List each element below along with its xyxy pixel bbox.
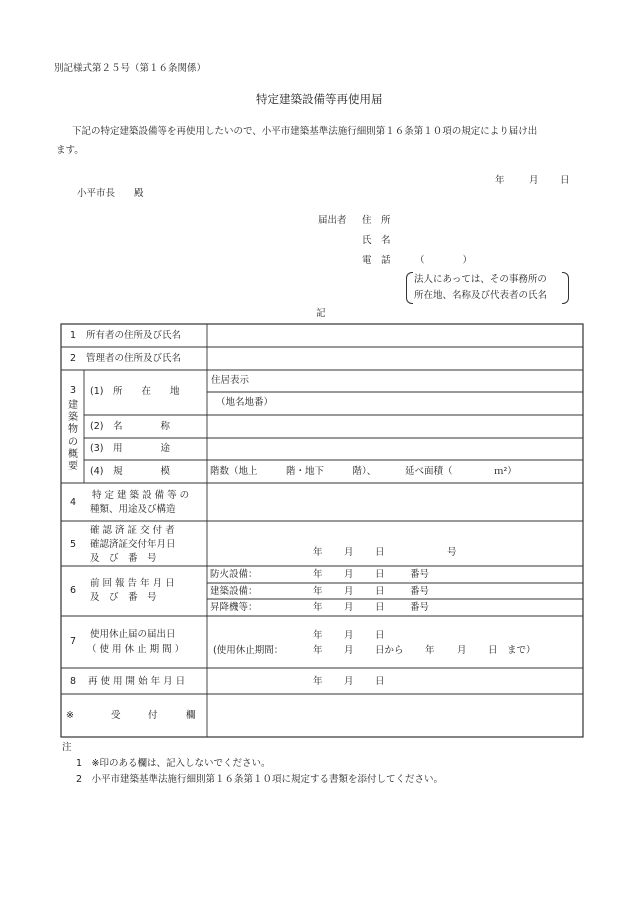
row6-num: 6: [70, 585, 77, 596]
row3d-floors: 階数（地上 階・地下 階）、: [210, 466, 377, 477]
row7-day: 日: [375, 630, 385, 641]
note-1: 1 ※印のある欄は、記入しないでください。: [76, 758, 271, 769]
row3c-input-use[interactable]: [209, 440, 581, 458]
row6-item2-number: 番号: [410, 586, 430, 597]
corp-note-line2: 所在地、名称及び代表者の氏名: [414, 290, 548, 301]
row4-label1: 特 定 建 築 設 備 等 の: [92, 490, 190, 501]
row1-num: 1: [70, 330, 77, 341]
row3d-unit: ｍ²）: [494, 466, 517, 477]
row7-period-start-month: 月: [344, 645, 354, 656]
row5-label3: 及 び 番 号: [90, 553, 157, 564]
form-number: 別記様式第２５号（第１６条関係）: [54, 63, 207, 74]
row6-item1-month: 月: [344, 569, 354, 580]
row2-input-manager[interactable]: [209, 349, 581, 368]
row3b-label: 名 称: [113, 421, 171, 432]
receipt-label-3: 欄: [186, 710, 196, 721]
row1-label: 所有者の住所及び氏名: [86, 330, 182, 341]
row4-num: 4: [70, 497, 77, 508]
row7-num: 7: [70, 636, 77, 647]
applicant-phone-paren: （ ）: [415, 255, 473, 266]
row7-month: 月: [344, 630, 354, 641]
receipt-label-1: 受: [111, 710, 121, 721]
row4-label2: 種類、用途及び構造: [90, 504, 176, 515]
row5-day: 日: [375, 547, 385, 558]
row6-item2-day: 日: [375, 586, 385, 597]
row6-label1: 前 回 報 告 年 月 日: [90, 578, 175, 589]
ki-heading: 記: [316, 308, 326, 319]
corp-note-left-bracket: [406, 272, 413, 304]
row3b-num: (2): [90, 421, 104, 432]
page-title: 特定建築設備等再使用届: [256, 92, 383, 106]
row7-label2: （ 使 用 休 止 期 間 ）: [87, 644, 185, 655]
row6-item1-number: 番号: [410, 569, 430, 580]
row7-period-start-year: 年: [313, 645, 323, 656]
row8-month: 月: [344, 676, 354, 687]
applicant-name-label: 氏 名: [362, 235, 391, 246]
row3c-num: (3): [90, 443, 104, 454]
note-2: 2 小平市建築基準法施行細則第１６条第１０項に規定する書類を添付してください。: [76, 774, 444, 785]
row8-num: 8: [70, 676, 77, 687]
row3d-num: (4): [90, 466, 104, 477]
date-year: 年: [495, 175, 505, 186]
row6-item2-name: 建築設備：: [210, 586, 258, 597]
date-month: 月: [529, 175, 539, 186]
row7-period-end-year: 年: [425, 645, 435, 656]
row3d-area: 延べ面積（: [405, 466, 453, 477]
receipt-mark: ※: [66, 710, 74, 721]
row3-side-label: [66, 400, 80, 473]
row6-item2-year: 年: [313, 586, 323, 597]
corp-note-line1: 法人にあっては、その事務所の: [414, 274, 547, 285]
row5-year: 年: [313, 547, 323, 558]
row4-input-equipment[interactable]: [209, 485, 581, 519]
row6-item3-number: 番号: [410, 602, 430, 613]
notes-heading: 注: [62, 742, 72, 753]
row3a-num: (1): [90, 386, 104, 397]
row3a-residence-label: 住居表示: [211, 375, 250, 386]
corp-note-right-bracket: [562, 272, 569, 304]
applicant-phone-label: 電 話: [362, 255, 391, 266]
row6-item2-month: 月: [344, 586, 354, 597]
row6-label2: 及 び 番 号: [90, 592, 157, 603]
receipt-label-2: 付: [148, 710, 158, 721]
row8-year: 年: [313, 676, 323, 687]
row7-label1: 使用休止届の届出日: [90, 629, 176, 640]
row6-item3-day: 日: [375, 602, 385, 613]
row3c-label: 用 途: [113, 443, 171, 454]
applicant-address-label: 住 所: [362, 215, 391, 226]
row6-item1-year: 年: [313, 569, 323, 580]
applicant-label: 届出者: [318, 215, 347, 226]
row5-label2: 確認済証交付年月日: [90, 539, 176, 550]
row7-period-end-day: 日 まで）: [488, 645, 536, 656]
row6-item3-name: 昇降機等：: [210, 602, 258, 613]
row3d-label: 規 模: [113, 466, 171, 477]
addressee: 小平市長 殿: [77, 188, 144, 199]
row6-item3-year: 年: [313, 602, 323, 613]
row3-side-label-text: 建築物の概要: [68, 400, 78, 472]
row5-num: 5: [70, 539, 77, 550]
row1-input-owner[interactable]: [209, 326, 581, 345]
row6-item1-day: 日: [375, 569, 385, 580]
row2-label: 管理者の住所及び氏名: [86, 353, 182, 364]
row6-item1-name: 防火設備：: [210, 569, 258, 580]
row5-month: 月: [344, 547, 354, 558]
row5-label1: 確 認 済 証 交 付 者: [90, 525, 175, 536]
row7-period-label: (使用休止期間：: [213, 645, 284, 656]
row3b-input-name[interactable]: [209, 417, 581, 436]
row2-num: 2: [70, 353, 77, 364]
intro-text-cont: ます。: [56, 145, 84, 156]
date-day: 日: [560, 175, 570, 186]
row7-period-end-month: 月: [457, 645, 467, 656]
row8-label: 再 使 用 開 始 年 月 日: [88, 676, 186, 687]
row6-item3-month: 月: [344, 602, 354, 613]
row8-day: 日: [375, 676, 385, 687]
row3-num: 3: [70, 385, 77, 396]
row3a-label: 所 在 地: [113, 386, 180, 397]
row7-year: 年: [313, 630, 323, 641]
intro-text: 下記の特定建築設備等を再使用したいので、小平市建築基準法施行細則第１６条第１０項の規定により届け出: [72, 126, 538, 137]
row7-period-start-day: 日から: [375, 645, 404, 656]
row3a-lot-label: （地名地番）: [216, 397, 274, 408]
row5-number: 号: [447, 547, 457, 558]
